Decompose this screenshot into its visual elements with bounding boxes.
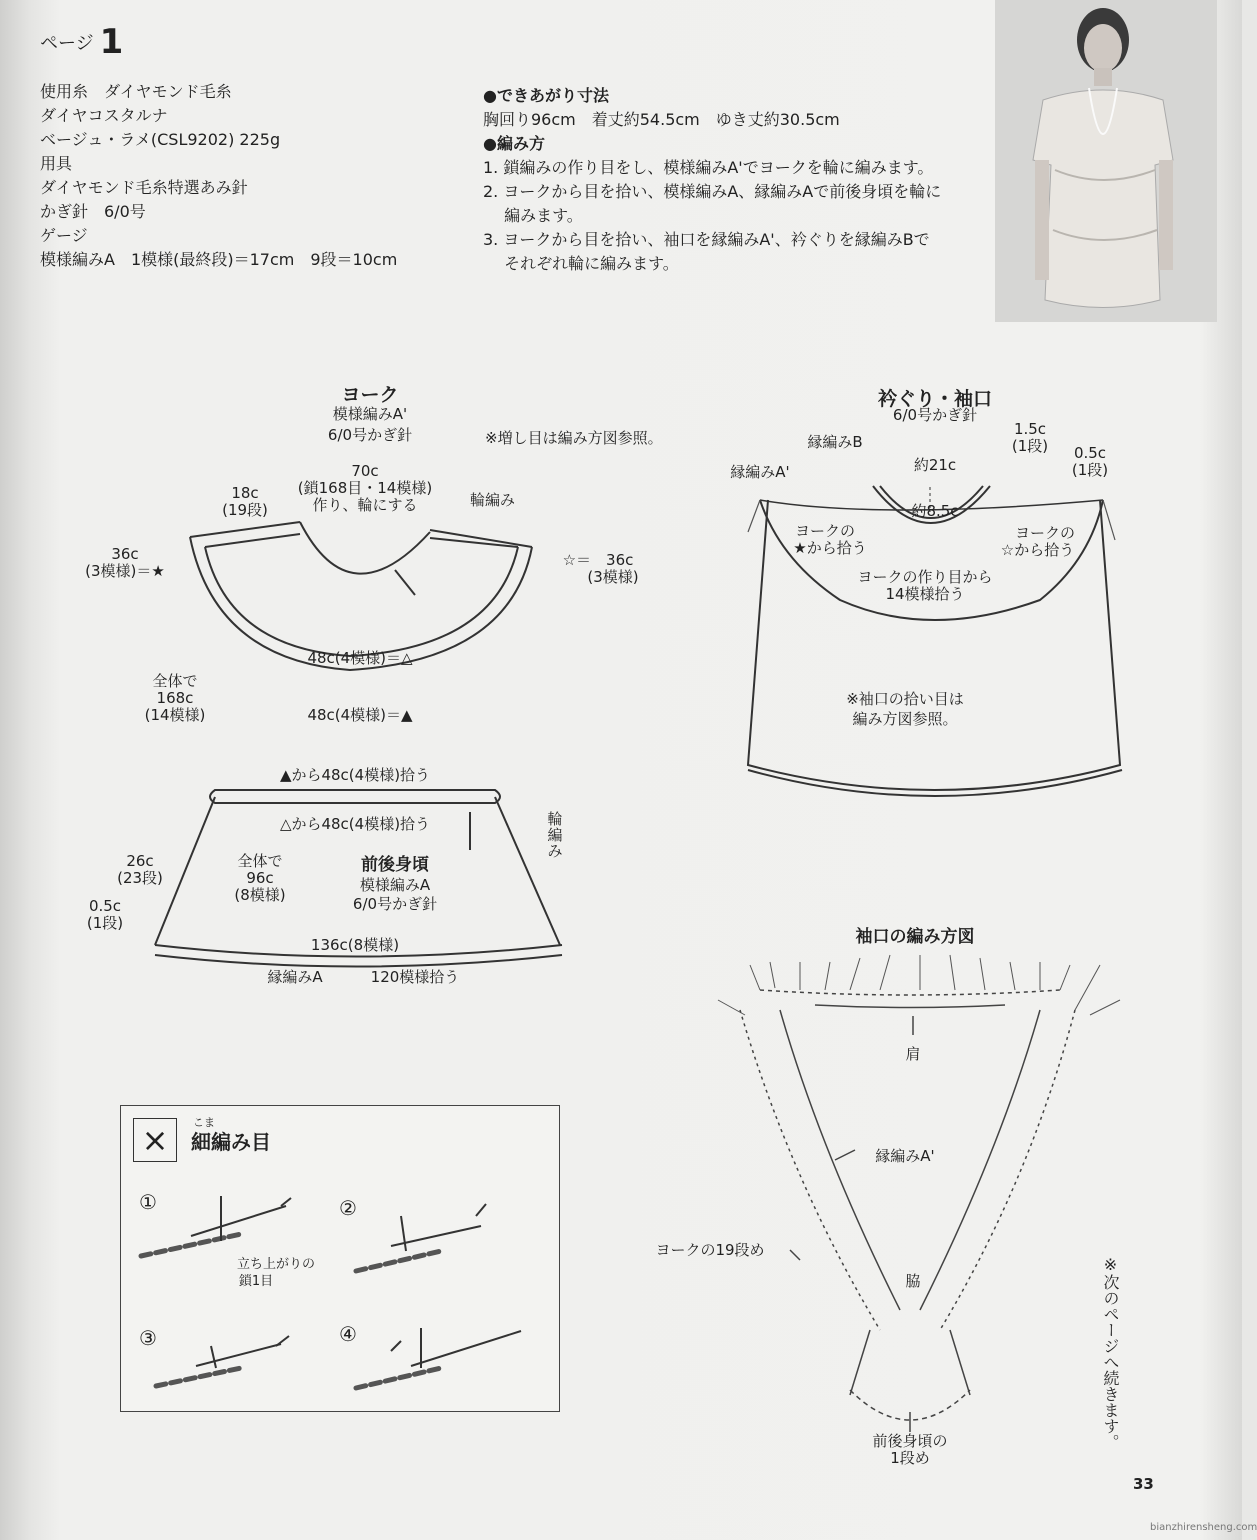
step-3: ③ [139,1326,157,1350]
yoke-left-1: 36c [111,545,139,563]
body-total-1: 全体で [237,852,283,870]
page-number: 33 [1133,1475,1154,1493]
neck-sleeve-note-2: 編み方図参照。 [852,710,958,728]
material-line: ダイヤコスタルナ [40,106,168,125]
step: 編みます。 [483,206,583,225]
sleeve-yoke-row: ヨークの19段め [655,1241,765,1259]
body-hook: 6/0号かぎ針 [352,895,438,913]
neck-hook: 6/0号かぎ針 [892,406,978,424]
material-line: 使用糸 ダイヤモンド毛糸 [40,82,232,101]
material-line: 用具 [40,154,73,173]
method-heading: ●編み方 [483,134,545,153]
neck-star-1: ヨークの [794,522,855,540]
material-line: 模様編みA 1模様(最終段)＝17cm 9段＝10cm [40,250,398,269]
neck-edgeA2: 縁編みA' [730,463,790,481]
sleeve-body-row-1: 前後身頃の [872,1432,948,1450]
neck-depth: 約8.5c [911,502,959,520]
neck-rows2-2: (1段) [1071,461,1109,479]
step: 1. 鎖編みの作り目をし、模様編みA'でヨークを輪に編みます。 [483,158,934,177]
body-total-2: 96c [246,869,274,887]
single-crochet-symbol: × [133,1118,177,1162]
watermark: bianzhirensheng.com [1150,1522,1257,1533]
yoke-total-1: 全体で [152,672,198,690]
neck-width: 約21c [913,456,957,474]
yoke-inner: 48c(4模様)＝△ [307,649,413,667]
yoke-round: 輪編み [470,491,516,509]
step-2: ② [339,1196,357,1220]
material-line: ゲージ [40,226,88,245]
body-pick2: △から48c(4模様)拾う [279,815,431,833]
yoke-start-1: 70c [351,462,379,480]
sleeve-chart-title: 袖口の編み方図 [855,927,975,947]
body-pick1: ▲から48c(4模様)拾う [279,766,431,784]
body-edge-2: (1段) [86,914,124,932]
continue-note: ※次のページへ続きます。 [1101,1255,1120,1450]
yoke-title: ヨーク [341,384,399,406]
neck-rows1-1: 1.5c [1013,420,1047,438]
neck-hollow-1: ヨークの [1014,524,1075,542]
step: それぞれ輪に編みます。 [483,254,679,273]
material-line: ダイヤモンド毛糸特選あみ針 [40,178,248,197]
neck-hollow-2: ☆から拾う [1000,541,1075,559]
material-line: かぎ針 6/0号 [40,202,146,221]
step-4: ④ [339,1322,357,1346]
sleeve-body-row-2: 1段め [890,1449,930,1467]
size-heading: ●できあがり寸法 [483,86,609,105]
body-round-3: み [547,842,563,860]
body-pattern: 模様編みA [359,876,431,894]
yoke-outer: 48c(4模様)＝▲ [307,706,413,724]
page-label: ページ [40,33,94,54]
neck-title: 衿ぐり・袖口 [877,388,992,410]
yoke-right-2: (3模様) [587,568,639,586]
yoke-total-2: 168c [156,689,194,707]
yoke-start-3: 作り、輪にする [312,496,418,514]
body-pick-bottom: 120模様拾う [370,968,460,986]
step-1: ① [139,1190,157,1214]
body-edge-1: 0.5c [88,897,122,915]
body-round-2: 編 [547,826,563,844]
yoke-hook: 6/0号かぎ針 [327,426,413,444]
size-text: 胸回り96cm 着丈約54.5cm ゆき丈約30.5cm [483,110,840,129]
body-edging: 縁編みA [267,968,323,986]
neck-rows1-2: (1段) [1011,437,1049,455]
neck-rows2-1: 0.5c [1073,444,1107,462]
stitch-note-1: 立ち上がりの [236,1257,315,1272]
step: 2. ヨークから目を拾い、模様編みA、縁編みAで前後身頃を輪に [483,182,942,201]
yoke-start-2: (鎖168目・14模様) [297,479,433,497]
yoke-depth-2: (19段) [222,501,268,519]
material-line: ベージュ・ラメ(CSL9202) 225g [40,130,281,149]
step: 3. ヨークから目を拾い、袖口を縁編みA'、衿ぐりを縁編みBで [483,230,930,249]
stitch-note-2: 鎖1目 [238,1274,274,1289]
sleeve-shoulder: 肩 [905,1045,921,1063]
neck-star-2: ★から拾う [793,539,867,557]
yoke-right-1: ☆＝ 36c [562,551,634,569]
stitch-ruby: こま [193,1116,215,1129]
yoke-pattern: 模様編みA' [332,405,408,423]
stitch-illustrations [121,1106,559,1411]
body-round-1: 輪 [547,810,563,828]
stitch-guide-box [120,1105,560,1412]
yoke-left-2: (3模様)＝★ [85,562,165,580]
body-height-1: 26c [126,852,154,870]
body-total-3: (8模様) [234,886,286,904]
stitch-title: 細編み目 [191,1130,271,1154]
sleeve-side: 脇 [905,1272,921,1290]
body-title: 前後身頃 [361,855,429,875]
yoke-left-top [190,522,300,537]
neck-sleeve-note-1: ※袖口の拾い目は [846,690,964,708]
body-height-2: (23段) [117,869,163,887]
fan-strokes [718,955,1120,1015]
neck-edgeB: 縁編みB [807,433,863,451]
sleeve-edge: 縁編みA' [875,1147,935,1165]
yoke-depth-1: 18c [231,484,259,502]
body-bottom: 136c(8模様) [310,936,400,954]
neck-yoke-2: 14模様拾う [885,585,965,603]
yoke-total-3: (14模様) [144,706,206,724]
neck-yoke-1: ヨークの作り目から [857,568,993,586]
yoke-note: ※増し目は編み方図参照。 [485,429,663,447]
pattern-number: 1 [99,22,124,62]
